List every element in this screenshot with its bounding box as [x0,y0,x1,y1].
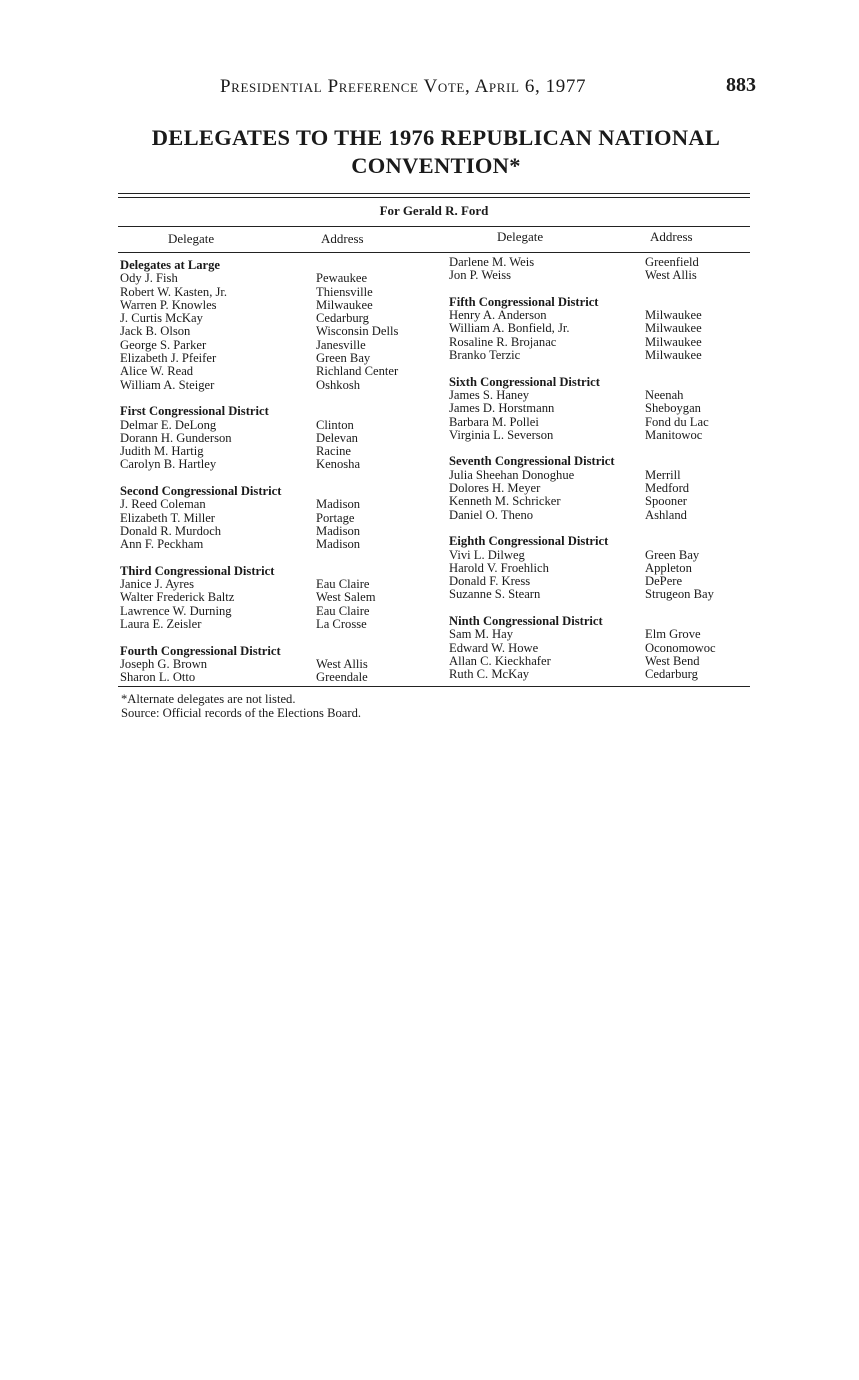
delegate-address: DePere [645,574,683,589]
delegate-name: Donald F. Kress [449,574,531,589]
district-title: Seventh Congressional District [449,454,615,469]
delegate-address: Milwaukee [645,348,702,363]
delegate-row [449,575,749,588]
footnote-source: Source: Official records of the Elections Board. [121,706,362,720]
delegate-address: Fond du Lac [645,414,709,429]
delegate-name: Delmar E. DeLong [120,417,217,432]
delegate-address: Oshkosh [316,377,361,392]
delegate-row [449,336,749,349]
delegate-address: Thiensville [316,284,373,299]
delegate-row [449,256,749,269]
delegate-name: Ody J. Fish [120,271,178,286]
delegate-address: West Allis [316,656,368,671]
left-column [120,259,440,698]
district-title: Second Congressional District [120,484,282,499]
district-section [120,485,440,551]
delegate-address: Milwaukee [645,321,702,336]
delegate-name: Robert W. Kasten, Jr. [120,284,228,299]
district-section [449,455,749,521]
delegate-row [120,419,440,432]
top-rule-second [118,197,750,198]
delegate-row [449,349,749,362]
delegate-address: Madison [316,537,361,552]
right-address-header: Address [650,229,693,244]
delegate-row [449,322,749,335]
delegate-row [120,498,440,511]
delegate-row [120,365,440,378]
delegate-row [449,429,749,442]
delegate-address: Appleton [645,560,692,575]
delegate-name: Alice W. Read [120,364,194,379]
delegate-name: Edward W. Howe [449,640,539,655]
district-title: Ninth Congressional District [449,614,603,629]
district-section [120,259,440,392]
delegate-name: Elizabeth J. Pfeifer [120,351,217,366]
district-section [120,405,440,471]
delegate-row [449,309,749,322]
district-title: First Congressional District [120,404,269,419]
bottom-rule [118,686,750,687]
delegate-address: Wisconsin Dells [316,324,399,339]
footnotes [121,692,361,720]
delegate-name: James S. Haney [449,387,530,402]
delegate-name: Kenneth M. Schricker [449,494,561,509]
delegate-name: Jon P. Weiss [449,268,512,283]
delegate-name: William A. Steiger [120,377,215,392]
district-section [449,615,749,681]
delegate-row [120,618,440,631]
delegate-row [120,286,440,299]
delegate-row [449,628,749,641]
district-section [120,565,440,631]
delegate-name: Henry A. Anderson [449,308,547,323]
delegate-name: Allan C. Kieckhafer [449,653,551,668]
delegate-row [120,525,440,538]
delegate-row [120,512,440,525]
left-address-header: Address [321,231,364,246]
delegate-row [120,325,440,338]
delegate-row [120,299,440,312]
delegate-address: Delevan [316,430,358,445]
delegate-name: Sam M. Hay [449,627,514,642]
delegate-address: Portage [316,510,355,525]
delegate-address: Richland Center [316,364,399,379]
delegate-row [120,671,440,684]
delegate-name: Barbara M. Pollei [449,414,539,429]
district-section [449,256,749,283]
delegate-row [120,352,440,365]
delegate-name: Daniel O. Theno [449,507,534,522]
district-section [449,296,749,362]
delegate-row [120,538,440,551]
delegate-address: Spooner [645,494,687,509]
header-rule [118,252,750,253]
delegate-address: Kenosha [316,457,361,472]
delegate-row [449,402,749,415]
delegate-row [120,458,440,471]
delegate-name: Carolyn B. Hartley [120,457,217,472]
delegate-name: Janice J. Ayres [120,577,195,592]
district-title: Third Congressional District [120,563,275,578]
delegate-row [120,432,440,445]
delegate-address: Racine [316,444,351,459]
running-title: Presidential Preference Vote, April 6, 1977 [220,76,587,97]
delegate-address: Madison [316,497,361,512]
delegate-address: West Bend [645,653,700,668]
delegate-address: Green Bay [316,351,371,366]
subhead-rule [118,226,750,227]
delegate-address: Neenah [645,387,684,402]
delegate-row [120,591,440,604]
document-title: DELEGATES TO THE 1976 REPUBLICAN NATIONAL CONVENTION* [151,125,721,178]
delegate-address: Madison [316,523,361,538]
delegate-address: West Allis [645,268,697,283]
district-title: Eighth Congressional District [449,534,609,549]
delegate-address: Milwaukee [645,308,702,323]
delegate-name: Joseph G. Brown [120,656,208,671]
table-subhead: For Gerald R. Ford [379,203,489,218]
district-section [449,535,749,601]
delegate-address: West Salem [316,590,376,605]
delegate-address: Eau Claire [316,603,370,618]
district-title: Fifth Congressional District [449,294,599,309]
running-head [120,76,760,102]
delegate-row [449,588,749,601]
delegate-name: Rosaline R. Brojanac [449,334,557,349]
district-section [449,376,749,442]
delegate-name: Judith M. Hartig [120,444,204,459]
delegate-name: Branko Terzic [449,348,521,363]
delegate-row [449,482,749,495]
delegate-address: Pewaukee [316,271,368,286]
delegate-address: Sheboygan [645,401,701,416]
delegate-name: J. Reed Coleman [120,497,206,512]
district-title: Fourth Congressional District [120,643,281,658]
delegate-row [449,469,749,482]
right-delegate-header: Delegate [497,229,544,244]
delegate-address: Merrill [645,467,681,482]
delegate-name: Ruth C. McKay [449,667,530,682]
delegate-name: Elizabeth T. Miller [120,510,216,525]
district-section [120,645,440,685]
delegate-address: Cedarburg [645,667,698,682]
delegate-name: Julia Sheehan Donoghue [449,467,575,482]
delegate-name: Donald R. Murdoch [120,523,222,538]
delegate-row [449,668,749,681]
delegate-row [120,339,440,352]
delegate-name: William A. Bonfield, Jr. [449,321,570,336]
delegate-name: J. Curtis McKay [120,311,203,326]
delegate-name: Dorann H. Gunderson [120,430,232,445]
delegate-name: Jack B. Olson [120,324,191,339]
delegate-name: Ann F. Peckham [120,537,204,552]
delegate-name: Walter Frederick Baltz [120,590,235,605]
district-title: Delegates at Large [120,258,221,272]
delegate-address: Ashland [645,507,687,522]
delegate-address: Medford [645,481,690,496]
delegate-row [449,389,749,402]
delegate-row [120,605,440,618]
left-delegate-header: Delegate [168,231,215,246]
delegate-name: Laura E. Zeisler [120,617,202,632]
delegate-row [120,312,440,325]
delegate-name: Vivi L. Dilweg [449,547,525,562]
page-number: 883 [726,74,756,96]
delegate-row [449,495,749,508]
delegate-address: La Crosse [316,617,367,632]
delegate-row [120,379,440,392]
top-rule [118,193,750,194]
delegate-address: Janesville [316,337,366,352]
delegate-address: Eau Claire [316,577,370,592]
delegate-address: Oconomowoc [645,640,716,655]
delegate-row [120,445,440,458]
delegate-row [449,269,749,282]
delegate-name: Harold V. Froehlich [449,560,549,575]
delegate-address: Cedarburg [316,311,369,326]
delegate-address: Green Bay [645,547,700,562]
delegate-name: Dolores H. Meyer [449,481,541,496]
delegate-address: Elm Grove [645,627,701,642]
delegate-address: Greendale [316,670,368,685]
delegate-name: Darlene M. Weis [449,255,535,269]
delegate-row [120,272,440,285]
delegate-row [449,509,749,522]
footnote-alternates: *Alternate delegates are not listed. [121,692,296,706]
delegate-name: James D. Horstmann [449,401,555,416]
delegate-name: Virginia L. Severson [449,427,554,442]
delegate-name: Sharon L. Otto [120,670,196,685]
delegate-name: Lawrence W. Durning [120,603,232,618]
delegate-name: George S. Parker [120,337,207,352]
delegate-address: Milwaukee [645,334,702,349]
delegate-name: Suzanne S. Stearn [449,587,541,602]
delegate-row [449,655,749,668]
right-column [449,256,749,695]
district-title: Sixth Congressional District [449,374,600,389]
delegate-name: Warren P. Knowles [120,297,217,312]
delegate-row [449,549,749,562]
delegate-row [449,642,749,655]
delegate-address: Greenfield [645,255,699,269]
delegate-row [120,578,440,591]
delegate-address: Milwaukee [316,297,373,312]
delegate-address: Strugeon Bay [645,587,714,602]
delegate-address: Manitowoc [645,427,703,442]
delegate-address: Clinton [316,417,354,432]
delegate-row [449,416,749,429]
delegate-row [120,658,440,671]
delegate-row [449,562,749,575]
